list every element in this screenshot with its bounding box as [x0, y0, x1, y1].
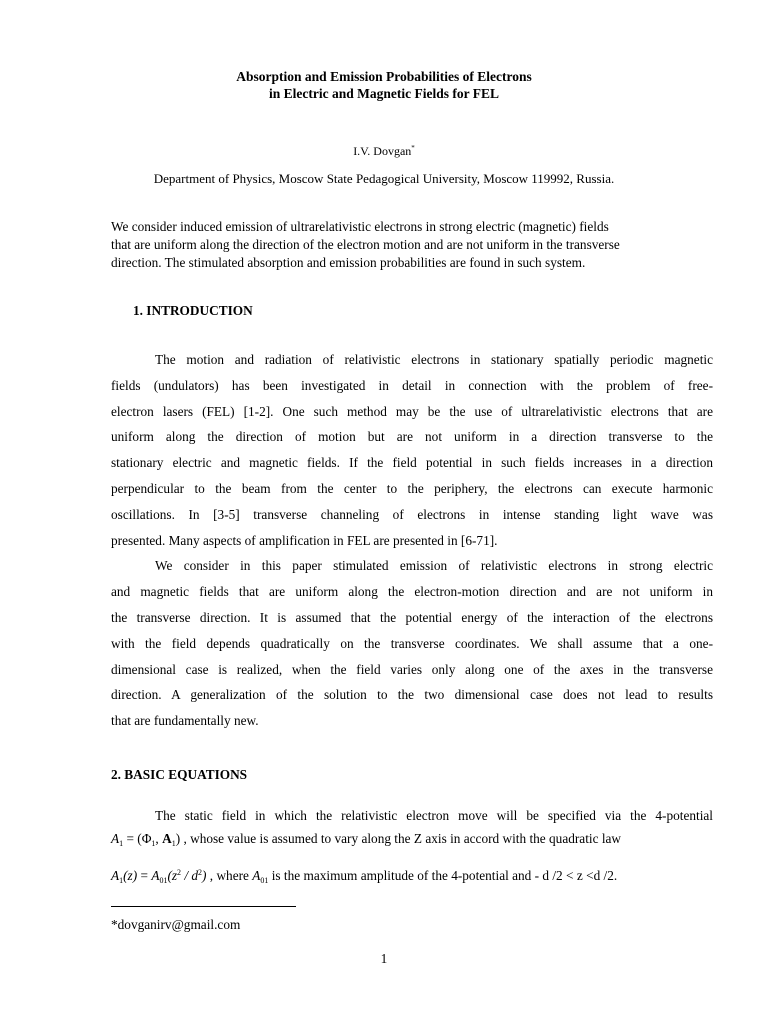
paragraph-line: presented. Many aspects of amplification in FEL are presented in [6-71]. — [111, 532, 498, 548]
paragraph-line: fields (undulators) has been investigated in detail in connection with the problem of free- — [111, 377, 713, 393]
equation-line-quadratic-law — [111, 864, 713, 890]
paragraph-line: We consider in this paper stimulated emission of relativistic electrons in strong electric — [155, 558, 713, 574]
abstract-line: direction. The stimulated absorption and emission probabilities are found in such system. — [111, 255, 586, 270]
equation-quadratic-law: $A_1(z) = A_{01}(z^2 / d^2)$ — [111, 868, 207, 885]
amplitude-symbol: $A_{01}$ — [252, 868, 269, 885]
equation-4-potential: $A_1 = (\Phi_1$, $A_1$) — [111, 831, 181, 848]
paragraph-line: oscillations. In [3-5] transverse channeling of electrons in intense standing light wave was — [111, 506, 713, 522]
paragraph-line: perpendicular to the beam from the center to the periphery, the electrons can execute harmonic — [111, 480, 713, 496]
paragraph-line: direction. A generalization of the solution to the two dimensional case does not lead to results — [111, 687, 713, 703]
paper-title-line-1: Absorption and Emission Probabilities of Electrons — [236, 69, 532, 84]
paragraph-line: with the field depends quadratically on the transverse coordinates. We shall assume that a one- — [111, 635, 713, 651]
footnote-rule — [111, 906, 296, 907]
paragraph-line: that are fundamentally new. — [111, 713, 259, 729]
introduction-body — [111, 347, 713, 734]
affiliation: Department of Physics, Moscow State Pedagogical University, Moscow 119992, Russia. — [153, 171, 615, 186]
abstract — [111, 218, 663, 272]
equation-line-4-potential — [111, 830, 713, 853]
paragraph-line: The motion and radiation of relativistic electrons in stationary spatially periodic magnetic — [155, 352, 713, 367]
basic-equations-body — [111, 803, 713, 829]
abstract-line: We consider induced emission of ultrarelativistic electrons in strong electric (magnetic) fields — [111, 219, 609, 234]
paragraph-line: uniform along the direction of motion but are not uniform in a direction transverse to the — [111, 429, 713, 445]
author-name: I.V. Dovgan — [353, 144, 412, 158]
paragraph-line: electron lasers (FEL) [1-2]. One such method may be the use of ultrarelativistic electrons that are — [111, 403, 713, 419]
paper-title-line-2: in Electric and Magnetic Fields for FEL — [269, 86, 499, 101]
author — [0, 141, 768, 158]
paragraph-line: dimensional case is realized, when the field varies only along one of the axes in the transverse — [111, 661, 713, 677]
paragraph-line: stationary electric and magnetic fields. If the field potential in such fields increases in a direction — [111, 455, 713, 471]
paragraph-line: and magnetic fields that are uniform along the electron-motion direction and are not uniform in — [111, 584, 713, 600]
section-heading-basic-equations: 2. BASIC EQUATIONS — [111, 767, 248, 782]
section-heading-introduction: 1. INTRODUCTION — [133, 303, 253, 318]
paragraph-line: the transverse direction. It is assumed that the potential energy of the interaction of the electrons — [111, 609, 713, 625]
paragraph-line: The static field in which the relativistic electron move will be specified via the 4-potential — [155, 808, 713, 823]
equation-description: , where — [206, 868, 253, 883]
page-number: 1 — [380, 951, 388, 966]
author-footnote-mark: * — [411, 144, 415, 152]
equation-description: , whose value is assumed to vary along the Z axis in accord with the quadratic law — [180, 831, 622, 846]
abstract-line: that are uniform along the direction of the electron motion and are not uniform in the transverse — [111, 237, 620, 252]
footnote-email: *dovganirv@gmail.com — [111, 917, 241, 932]
equation-description: is the maximum amplitude of the 4-potential and - d /2 < z <d /2. — [268, 868, 618, 883]
